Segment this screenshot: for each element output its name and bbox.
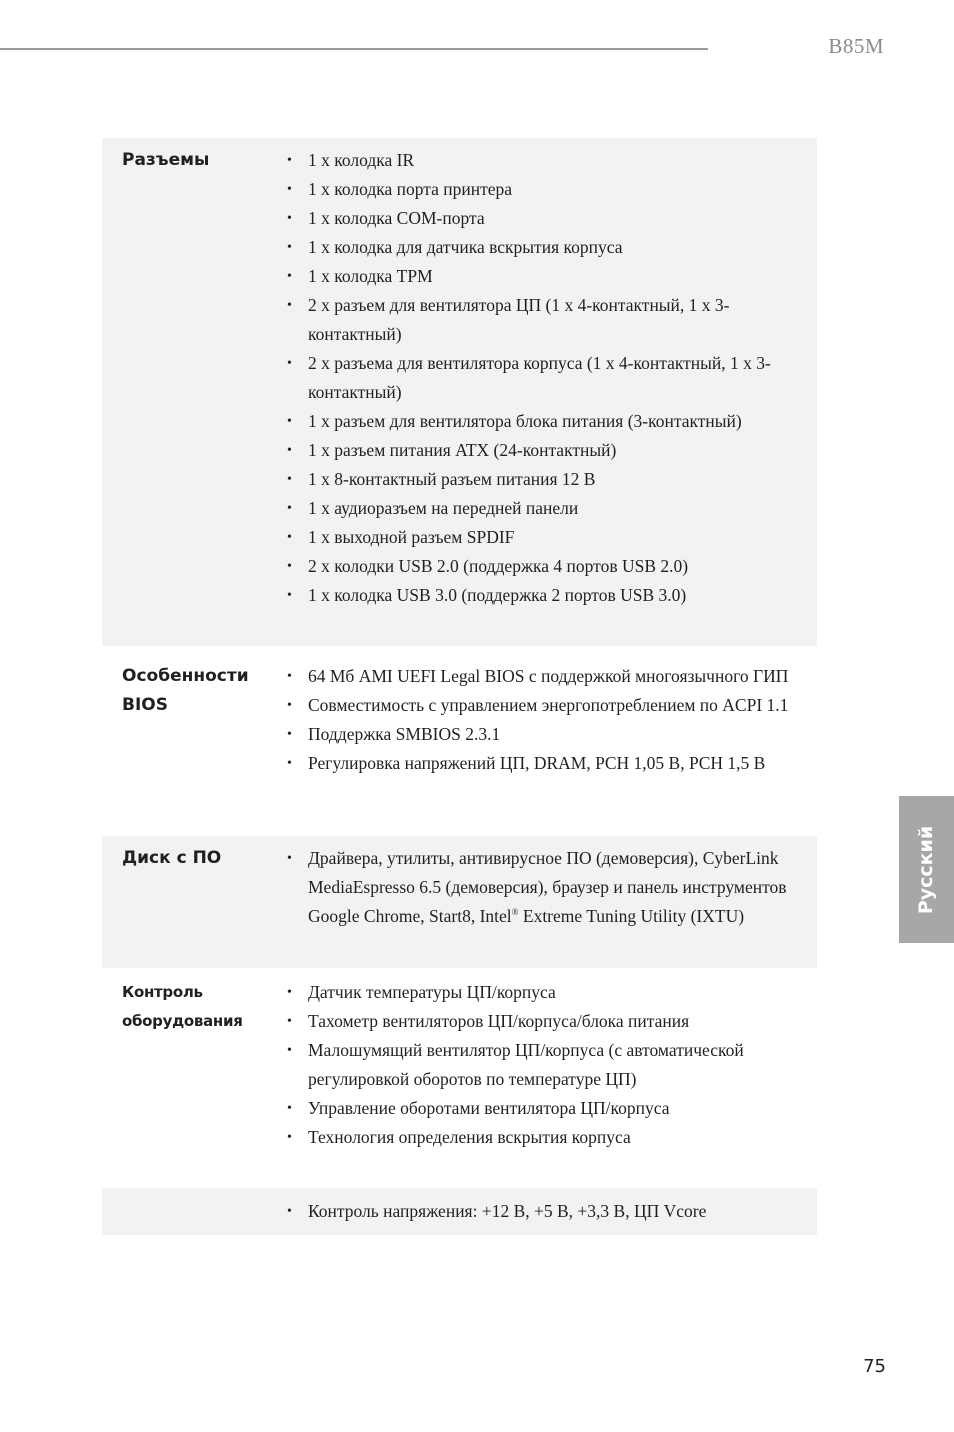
model-name: B85M bbox=[828, 34, 884, 58]
item-list bbox=[266, 1197, 817, 1235]
item-list bbox=[266, 146, 817, 646]
item-list bbox=[266, 662, 817, 836]
list-item: • 2 x разъем для вентилятора ЦП (1 x 4-контактный, 1 x 3-контактный) bbox=[266, 291, 807, 349]
list-item: • Малошумящий вентилятор ЦП/корпуса (с автоматической регулировкой оборотов по температуре ЦП) bbox=[266, 1036, 807, 1094]
list-item: • Технология определения вскрытия корпуса bbox=[266, 1123, 807, 1152]
header-rule bbox=[0, 48, 708, 50]
list-item: • 1 x колодка COM-порта bbox=[266, 204, 807, 233]
list-item: • Контроль напряжения: +12 В, +5 В, +3,3 В, ЦП Vcore bbox=[266, 1197, 807, 1226]
list-item: • 1 x колодка для датчика вскрытия корпуса bbox=[266, 233, 807, 262]
spec-row-connectors bbox=[102, 138, 817, 646]
list-item: • 1 x колодка TPM bbox=[266, 262, 807, 291]
row-label: Диск с ПО bbox=[122, 848, 222, 868]
page-number: 75 bbox=[863, 1356, 886, 1377]
list-item: • Драйвера, утилиты, антивирусное ПО (демоверсия), CyberLink MediaEspresso 6.5 (демоверсия), браузер и панель инструментов Google Chrome, Start8, Intel® Extreme Tuning Utility (IXTU) bbox=[266, 844, 807, 931]
row-label bbox=[102, 1197, 266, 1235]
list-item: • Тахометр вентиляторов ЦП/корпуса/блока питания bbox=[266, 1007, 807, 1036]
list-item: • Регулировка напряжений ЦП, DRAM, PCH 1,05 В, PCH 1,5 В bbox=[266, 749, 807, 778]
row-label: Контроль оборудования bbox=[122, 983, 243, 1030]
row-label: Разъемы bbox=[122, 150, 210, 170]
list-item: • 1 x разъем для вентилятора блока питания (3-контактный) bbox=[266, 407, 807, 436]
list-item: • Поддержка SMBIOS 2.3.1 bbox=[266, 720, 807, 749]
spec-row-voltage bbox=[102, 1188, 817, 1235]
spec-row-software bbox=[102, 836, 817, 968]
list-item: • Управление оборотами вентилятора ЦП/корпуса bbox=[266, 1094, 807, 1123]
language-tab bbox=[899, 796, 954, 943]
list-item: • Датчик температуры ЦП/корпуса bbox=[266, 978, 807, 1007]
list-item: • 1 x колодка USB 3.0 (поддержка 2 портов USB 3.0) bbox=[266, 581, 807, 610]
list-item: • 1 x выходной разъем SPDIF bbox=[266, 523, 807, 552]
list-item: • Совместимость с управлением энергопотреблением по ACPI 1.1 bbox=[266, 691, 807, 720]
row-label: Особенности BIOS bbox=[122, 666, 249, 715]
item-list bbox=[266, 978, 817, 1188]
list-item: • 1 x колодка порта принтера bbox=[266, 175, 807, 204]
spec-row-bios bbox=[102, 646, 817, 836]
list-item: • 1 x колодка IR bbox=[266, 146, 807, 175]
spec-table bbox=[102, 138, 817, 1235]
item-list bbox=[266, 844, 817, 968]
language-label: Русский bbox=[915, 825, 938, 914]
list-item: • 1 x 8-контактный разъем питания 12 В bbox=[266, 465, 807, 494]
list-item: • 2 x разъема для вентилятора корпуса (1 x 4-контактный, 1 x 3-контактный) bbox=[266, 349, 807, 407]
list-item: • 1 x аудиоразъем на передней панели bbox=[266, 494, 807, 523]
list-item: • 1 x разъем питания ATX (24-контактный) bbox=[266, 436, 807, 465]
list-item: • 2 x колодки USB 2.0 (поддержка 4 портов USB 2.0) bbox=[266, 552, 807, 581]
list-item: • 64 Мб AMI UEFI Legal BIOS с поддержкой многоязычного ГИП bbox=[266, 662, 807, 691]
spec-row-hardware-monitor bbox=[102, 968, 817, 1188]
